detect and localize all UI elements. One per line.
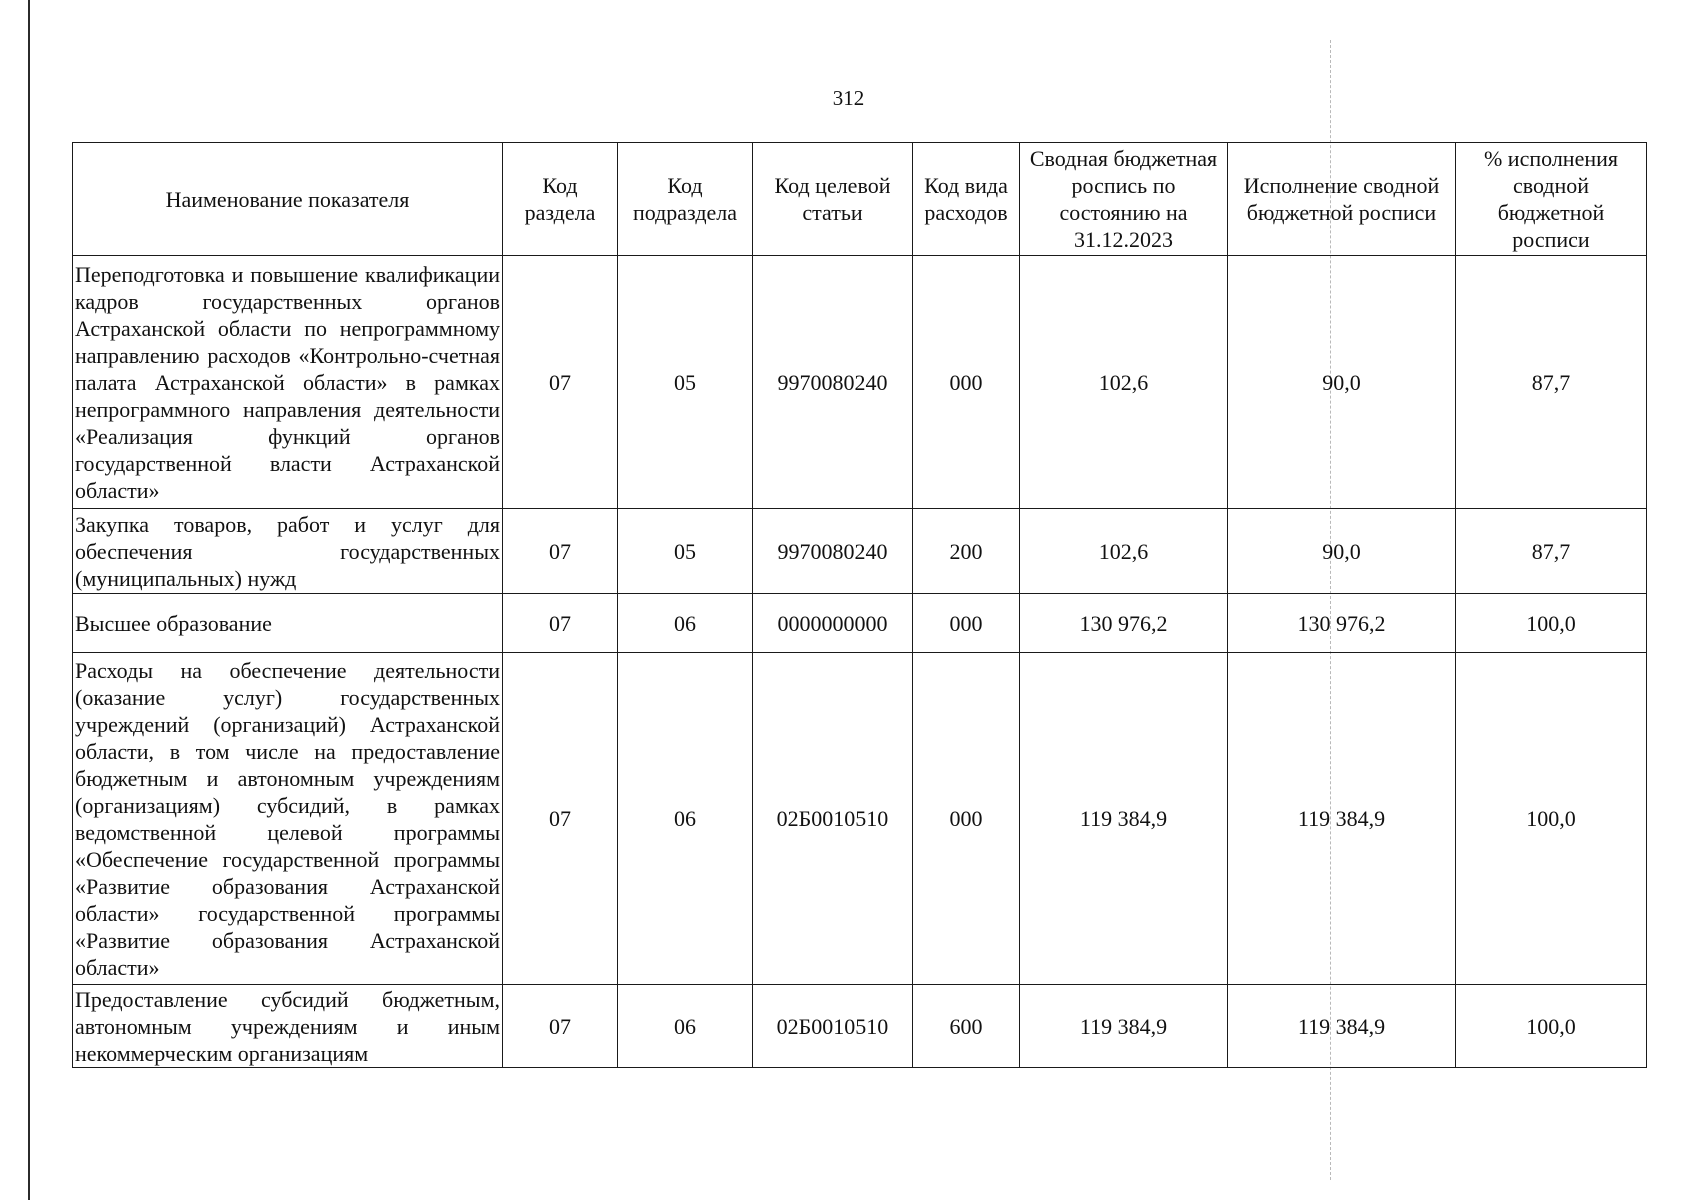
- cell-expense-type: 000: [913, 653, 1020, 985]
- table-row: [73, 256, 1647, 509]
- cell-subsection: 06: [618, 594, 753, 653]
- cell-execution: 130 976,2: [1228, 594, 1456, 653]
- header-expense-type: Код вида расходов: [913, 143, 1020, 256]
- cell-section: 07: [503, 594, 618, 653]
- cell-subsection: 06: [618, 985, 753, 1068]
- cell-percent: 87,7: [1456, 509, 1647, 594]
- cell-subsection: 05: [618, 256, 753, 509]
- cell-percent: 100,0: [1456, 594, 1647, 653]
- cell-expense-type: 600: [913, 985, 1020, 1068]
- cell-section: 07: [503, 509, 618, 594]
- cell-target-article: 02Б0010510: [753, 653, 913, 985]
- cell-subsection: 06: [618, 653, 753, 985]
- cell-section: 07: [503, 256, 618, 509]
- cell-name: Переподготовка и повышение квалификации кадров государственных органов Астраханской области по непрограммному направлению расходов «Контрольно-счетная палата Астраханской области» в рамках непрограммного направления деятельности «Реализация функций органов государственной власти Астраханской области»: [73, 256, 503, 509]
- header-target-article: Код целевой статьи: [753, 143, 913, 256]
- page-number: 312: [832, 86, 865, 110]
- cell-execution: 90,0: [1228, 256, 1456, 509]
- header-percent: % исполнения сводной бюджетной росписи: [1456, 143, 1647, 256]
- table-row: [73, 509, 1647, 594]
- cell-target-article: 0000000000: [753, 594, 913, 653]
- table-header-row: [73, 143, 1647, 256]
- budget-execution-table: [72, 142, 1647, 1068]
- cell-target-article: 9970080240: [753, 256, 913, 509]
- cell-budget-plan: 102,6: [1020, 256, 1228, 509]
- cell-target-article: 9970080240: [753, 509, 913, 594]
- header-section: Код раздела: [503, 143, 618, 256]
- header-name: Наименование показателя: [73, 143, 503, 256]
- table-row: [73, 594, 1647, 653]
- cell-percent: 100,0: [1456, 653, 1647, 985]
- table-row: [73, 653, 1647, 985]
- cell-name: Высшее образование: [73, 594, 503, 653]
- cell-budget-plan: 130 976,2: [1020, 594, 1228, 653]
- cell-execution: 119 384,9: [1228, 653, 1456, 985]
- cell-execution: 90,0: [1228, 509, 1456, 594]
- header-budget-plan: Сводная бюджетная роспись по состоянию на 31.12.2023: [1020, 143, 1228, 256]
- cell-target-article: 02Б0010510: [753, 985, 913, 1068]
- cell-expense-type: 000: [913, 594, 1020, 653]
- cell-expense-type: 200: [913, 509, 1020, 594]
- header-execution: Исполнение сводной бюджетной росписи: [1228, 143, 1456, 256]
- header-subsection: Код подраздела: [618, 143, 753, 256]
- cell-subsection: 05: [618, 509, 753, 594]
- cell-budget-plan: 102,6: [1020, 509, 1228, 594]
- cell-name: Предоставление субсидий бюджетным, автономным учреждениям и иным некоммерческим организациям: [73, 985, 503, 1068]
- cell-budget-plan: 119 384,9: [1020, 653, 1228, 985]
- cell-name: Расходы на обеспечение деятельности (оказание услуг) государственных учреждений (организаций) Астраханской области, в том числе на предоставление бюджетным и автономным учреждениям (организациям) субсидий, в рамках ведомственной целевой программы «Обеспечение государственной программы «Развитие образования Астраханской области» государственной программы «Развитие образования Астраханской области»: [73, 653, 503, 985]
- cell-percent: 87,7: [1456, 256, 1647, 509]
- cell-budget-plan: 119 384,9: [1020, 985, 1228, 1068]
- cell-section: 07: [503, 653, 618, 985]
- cell-percent: 100,0: [1456, 985, 1647, 1068]
- cell-expense-type: 000: [913, 256, 1020, 509]
- cell-name: Закупка товаров, работ и услуг для обеспечения государственных (муниципальных) нужд: [73, 509, 503, 594]
- table-row: [73, 985, 1647, 1068]
- cell-section: 07: [503, 985, 618, 1068]
- cell-execution: 119 384,9: [1228, 985, 1456, 1068]
- left-margin-rule: [28, 0, 30, 1200]
